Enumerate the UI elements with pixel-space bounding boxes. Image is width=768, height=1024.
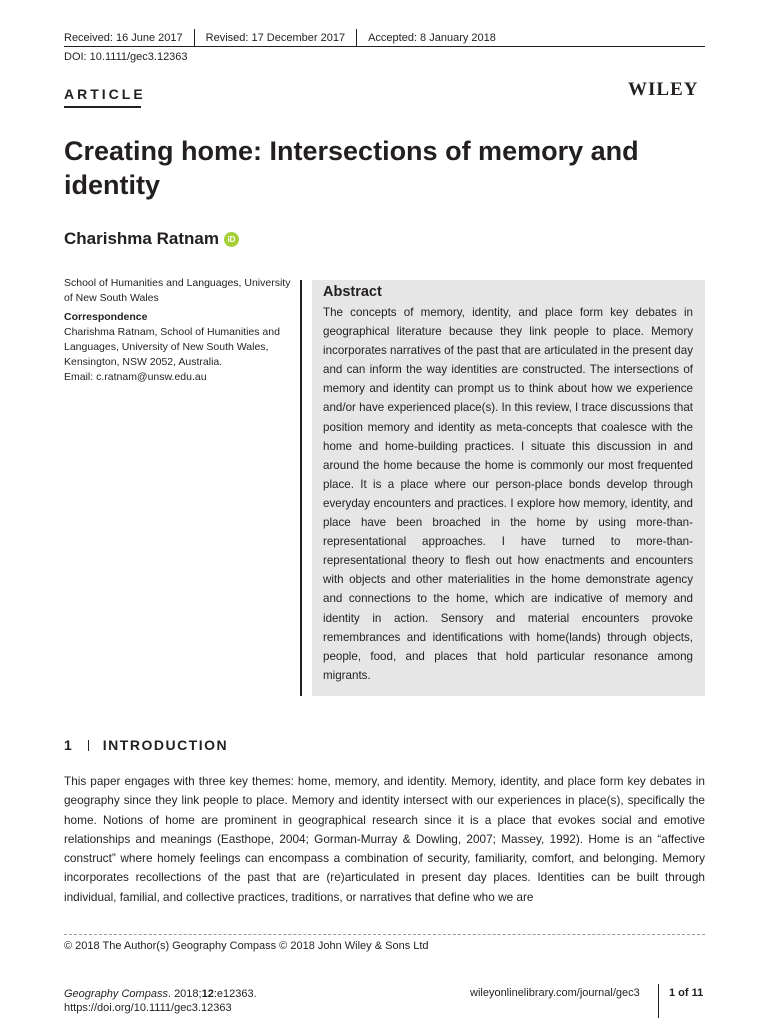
divider bbox=[356, 29, 357, 46]
doi[interactable]: DOI: 10.1111/gec3.12363 bbox=[64, 51, 188, 63]
body-paragraph: This paper engages with three key themes: home, memory, and identity. Memory, identity, and place form key debates in geography since they link people to place. Memory and identity intersect with our experiences in place(s), specifically the home. Notions of home are prominent in geographical research since it is a place that evokes social and emotive relationships and meanings (Easthope, 2004; Gorman-Murray & Dowling, 2007; Massey, 1992). Home is an “affective construct” where homely feelings can encompass a combination of security, familiarity, comfort, and belonging. Memory incorporates recollections of the past that are (re)articulated in present day places. Identities can be built through individual, familial, and collective practices, traditions, or narratives that define who we are bbox=[64, 774, 705, 904]
author-line bbox=[64, 229, 239, 249]
section-title: INTRODUCTION bbox=[102, 737, 229, 753]
correspondence-email[interactable]: Email: c.ratnam@unsw.edu.au bbox=[64, 371, 207, 383]
correspondence-address: Charishma Ratnam, School of Humanities and Languages, University of New South Wales, Kensington, NSW 2052, Australia. bbox=[64, 326, 280, 368]
copyright: © 2018 The Author(s) Geography Compass © 2018 John Wiley & Sons Ltd bbox=[64, 940, 429, 952]
divider bbox=[194, 29, 195, 46]
section-number: 1 bbox=[64, 737, 72, 753]
abstract-divider bbox=[300, 280, 302, 696]
page-number: 1 of 11 bbox=[669, 987, 704, 999]
revised-date: Revised: 17 December 2017 bbox=[205, 31, 346, 44]
abstract-box bbox=[312, 280, 705, 696]
paper-title: Creating home: Intersections of memory and identity bbox=[64, 136, 639, 200]
citation bbox=[64, 987, 257, 1015]
section-heading bbox=[64, 737, 228, 753]
journal-site-link[interactable]: wileyonlinelibrary.com/journal/gec3 bbox=[470, 987, 640, 999]
correspondence-heading: Correspondence bbox=[64, 311, 148, 323]
article-number: :e12363. bbox=[213, 988, 257, 1000]
article-history bbox=[64, 29, 496, 46]
footer-rule bbox=[64, 934, 705, 935]
citation-year: . 2018; bbox=[167, 988, 202, 1000]
accepted-date: Accepted: 8 January 2018 bbox=[368, 31, 496, 44]
article-label-underline bbox=[64, 106, 141, 108]
volume: 12 bbox=[201, 988, 214, 1000]
journal-name: Geography Compass bbox=[64, 988, 168, 1000]
header-rule bbox=[64, 46, 705, 47]
abstract-heading: Abstract bbox=[323, 284, 382, 300]
received-date: Received: 16 June 2017 bbox=[64, 31, 183, 44]
affiliation-block bbox=[64, 276, 294, 385]
divider bbox=[88, 740, 89, 751]
article-type-label: ARTICLE bbox=[64, 86, 146, 102]
affiliation-school: School of Humanities and Languages, University of New South Wales bbox=[64, 277, 291, 304]
publisher-logo: WILEY bbox=[628, 79, 699, 100]
author-name: Charishma Ratnam bbox=[64, 229, 219, 248]
divider bbox=[658, 984, 659, 1018]
orcid-icon[interactable]: iD bbox=[224, 232, 239, 247]
doi-link[interactable]: https://doi.org/10.1111/gec3.12363 bbox=[64, 1002, 232, 1014]
abstract-text: The concepts of memory, identity, and place form key debates in geographical literature because they link people to place. Memory incorporates narratives of the past that are articulated in the present day and can inform the way identities are constructed. The intersections of memory and identity can prompt us to think about how we experience and/or have experienced place(s). In this review, I trace discussions that position memory and identity as meta-concepts that coalesce with the home and home-building practices. I situate this discussion in and around the home because the home is commonly our most frequented place. It is a place where our person-place bonds develop through everyday encounters and practices. I explore how memory, identity, and place have been broached in the home by using more-than-representational approaches. I have turned to more-than-representational theory to flesh out how enactments and encounters with objects and other materialities in the home demonstrate agency and connections to the home, which are indicative of memory and identity in action. Sensory and material encounters provoke remembrances and identifications with home(lands) through objects, people, food, and places that hold particular resonance among migrants. bbox=[323, 306, 693, 682]
